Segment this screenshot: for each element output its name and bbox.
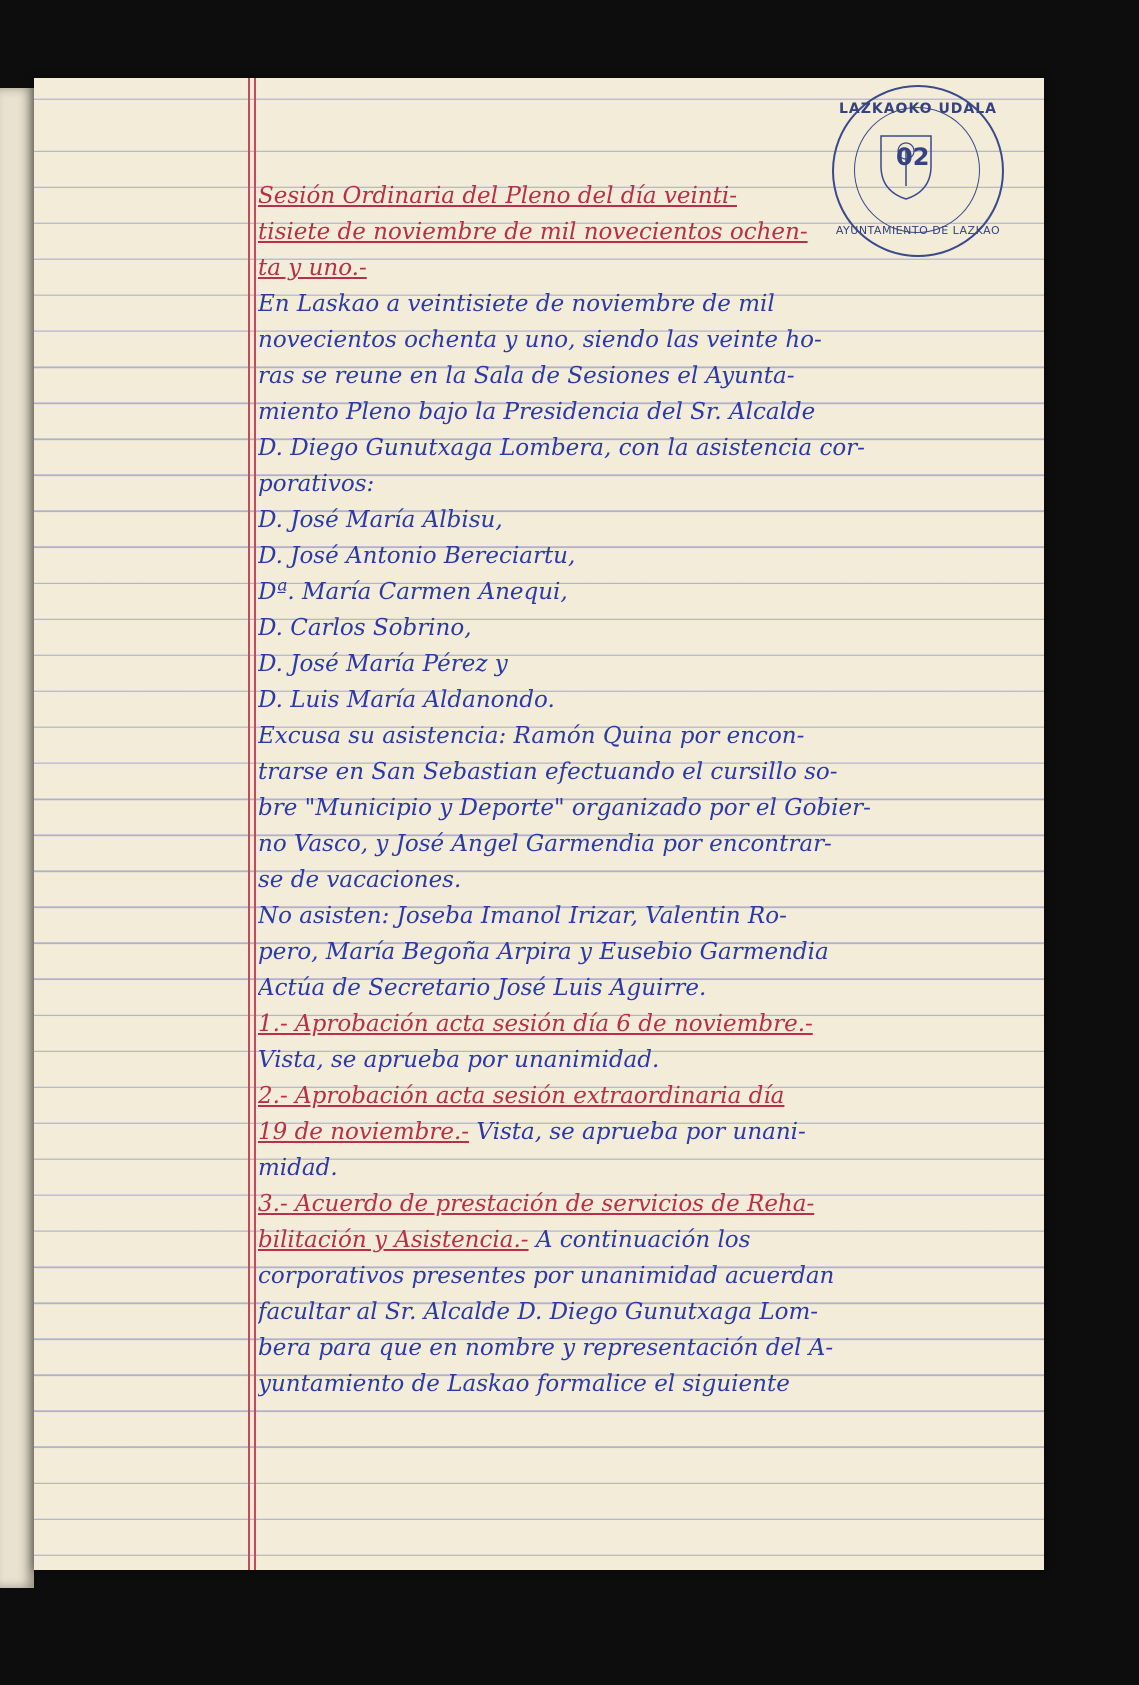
- line-text: novecientos ochenta y uno, siendo las veinte ho-: [258, 327, 822, 353]
- line-text: 3.- Acuerdo de prestación de servicios de Reha-: [258, 1191, 815, 1217]
- text-line: [258, 322, 978, 358]
- text-line: [258, 826, 978, 862]
- text-line: [258, 754, 978, 790]
- line-text: facultar al Sr. Alcalde D. Diego Gunutxaga Lom-: [258, 1299, 819, 1325]
- line-text: ras se reune en la Sala de Sesiones el Ayunta-: [258, 363, 795, 389]
- text-line: [258, 1330, 978, 1366]
- line-text: 2.- Aprobación acta sesión extraordinaria día: [258, 1083, 785, 1109]
- line-text: En Laskao a veintisiete de noviembre de mil: [258, 291, 775, 317]
- text-line: [258, 1258, 978, 1294]
- text-line: [258, 214, 978, 250]
- line-text: D. Luis María Aldanondo.: [258, 687, 555, 713]
- text-line: [258, 394, 978, 430]
- text-line: [258, 646, 978, 682]
- line-text: Actúa de Secretario José Luis Aguirre.: [258, 975, 707, 1001]
- text-line: [258, 1006, 978, 1042]
- line-body-part: A continuación los: [528, 1227, 751, 1253]
- line-text: Dª. María Carmen Anequi,: [258, 579, 568, 605]
- line-text: pero, María Begoña Arpira y Eusebio Garmendia: [258, 939, 829, 965]
- text-line: [258, 1114, 978, 1150]
- line-text: midad.: [258, 1155, 338, 1181]
- text-line: [258, 178, 978, 214]
- line-text: D. Carlos Sobrino,: [258, 615, 472, 641]
- line-text: Vista, se aprueba por unanimidad.: [258, 1047, 660, 1073]
- text-line: [258, 1078, 978, 1114]
- line-text: No asisten: Joseba Imanol Irizar, Valentin Ro-: [258, 903, 787, 929]
- line-text: corporativos presentes por unanimidad acuerdan: [258, 1263, 835, 1289]
- line-heading-part: bilitación y Asistencia.-: [258, 1227, 529, 1253]
- line-text: se de vacaciones.: [258, 867, 462, 893]
- text-line: [258, 1294, 978, 1330]
- line-heading-part: 19 de noviembre.-: [258, 1119, 470, 1145]
- text-line: [258, 538, 978, 574]
- handwritten-minutes: [258, 178, 978, 1402]
- line-text: bera para que en nombre y representación del A-: [258, 1335, 834, 1361]
- text-line: [258, 358, 978, 394]
- line-text: miento Pleno bajo la Presidencia del Sr. Alcalde: [258, 399, 816, 425]
- text-line: [258, 898, 978, 934]
- text-line: [258, 970, 978, 1006]
- text-line: [258, 1222, 978, 1258]
- text-line: [258, 250, 978, 286]
- text-line: [258, 790, 978, 826]
- line-body-part: Vista, se aprueba por unani-: [469, 1119, 806, 1145]
- text-line: [258, 1042, 978, 1078]
- line-text: Excusa su asistencia: Ramón Quina por encon-: [258, 723, 805, 749]
- line-text: tisiete de noviembre de mil novecientos ochen-: [258, 219, 808, 245]
- line-text: D. Diego Gunutxaga Lombera, con la asistencia cor-: [258, 435, 865, 461]
- seal-number: 02: [896, 143, 930, 171]
- text-line: [258, 466, 978, 502]
- text-line: [258, 574, 978, 610]
- text-line: [258, 286, 978, 322]
- text-line: [258, 862, 978, 898]
- text-line: [258, 718, 978, 754]
- line-text: 1.- Aprobación acta sesión día 6 de noviembre.-: [258, 1011, 813, 1037]
- line-text: no Vasco, y José Angel Garmendia por encontrar-: [258, 831, 832, 857]
- seal-bottom-text: AYUNTAMIENTO DE LAZKAO: [835, 224, 1001, 237]
- line-text: bre "Municipio y Deporte" organizado por el Gobier-: [258, 795, 871, 821]
- line-text: D. José María Pérez y: [258, 651, 508, 677]
- text-line: [258, 502, 978, 538]
- line-text: trarse en San Sebastian efectuando el cursillo so-: [258, 759, 838, 785]
- margin-line-left: [248, 78, 250, 1570]
- text-line: [258, 430, 978, 466]
- line-text: D. José Antonio Bereciartu,: [258, 543, 576, 569]
- text-line: [258, 1150, 978, 1186]
- line-text: D. José María Albisu,: [258, 507, 503, 533]
- line-text: yuntamiento de Laskao formalice el siguiente: [258, 1371, 790, 1397]
- text-line: [258, 682, 978, 718]
- line-text: Sesión Ordinaria del Pleno del día veinti-: [258, 183, 737, 209]
- text-line: [258, 610, 978, 646]
- text-line: [258, 1186, 978, 1222]
- text-line: [258, 1366, 978, 1402]
- line-text: porativos:: [258, 471, 375, 497]
- seal-top-text: LAZKAOKO UDALA: [838, 101, 998, 117]
- line-text: ta y uno.-: [258, 255, 367, 281]
- left-page-edge: [0, 88, 34, 1588]
- text-line: [258, 934, 978, 970]
- margin-line-right: [254, 78, 256, 1570]
